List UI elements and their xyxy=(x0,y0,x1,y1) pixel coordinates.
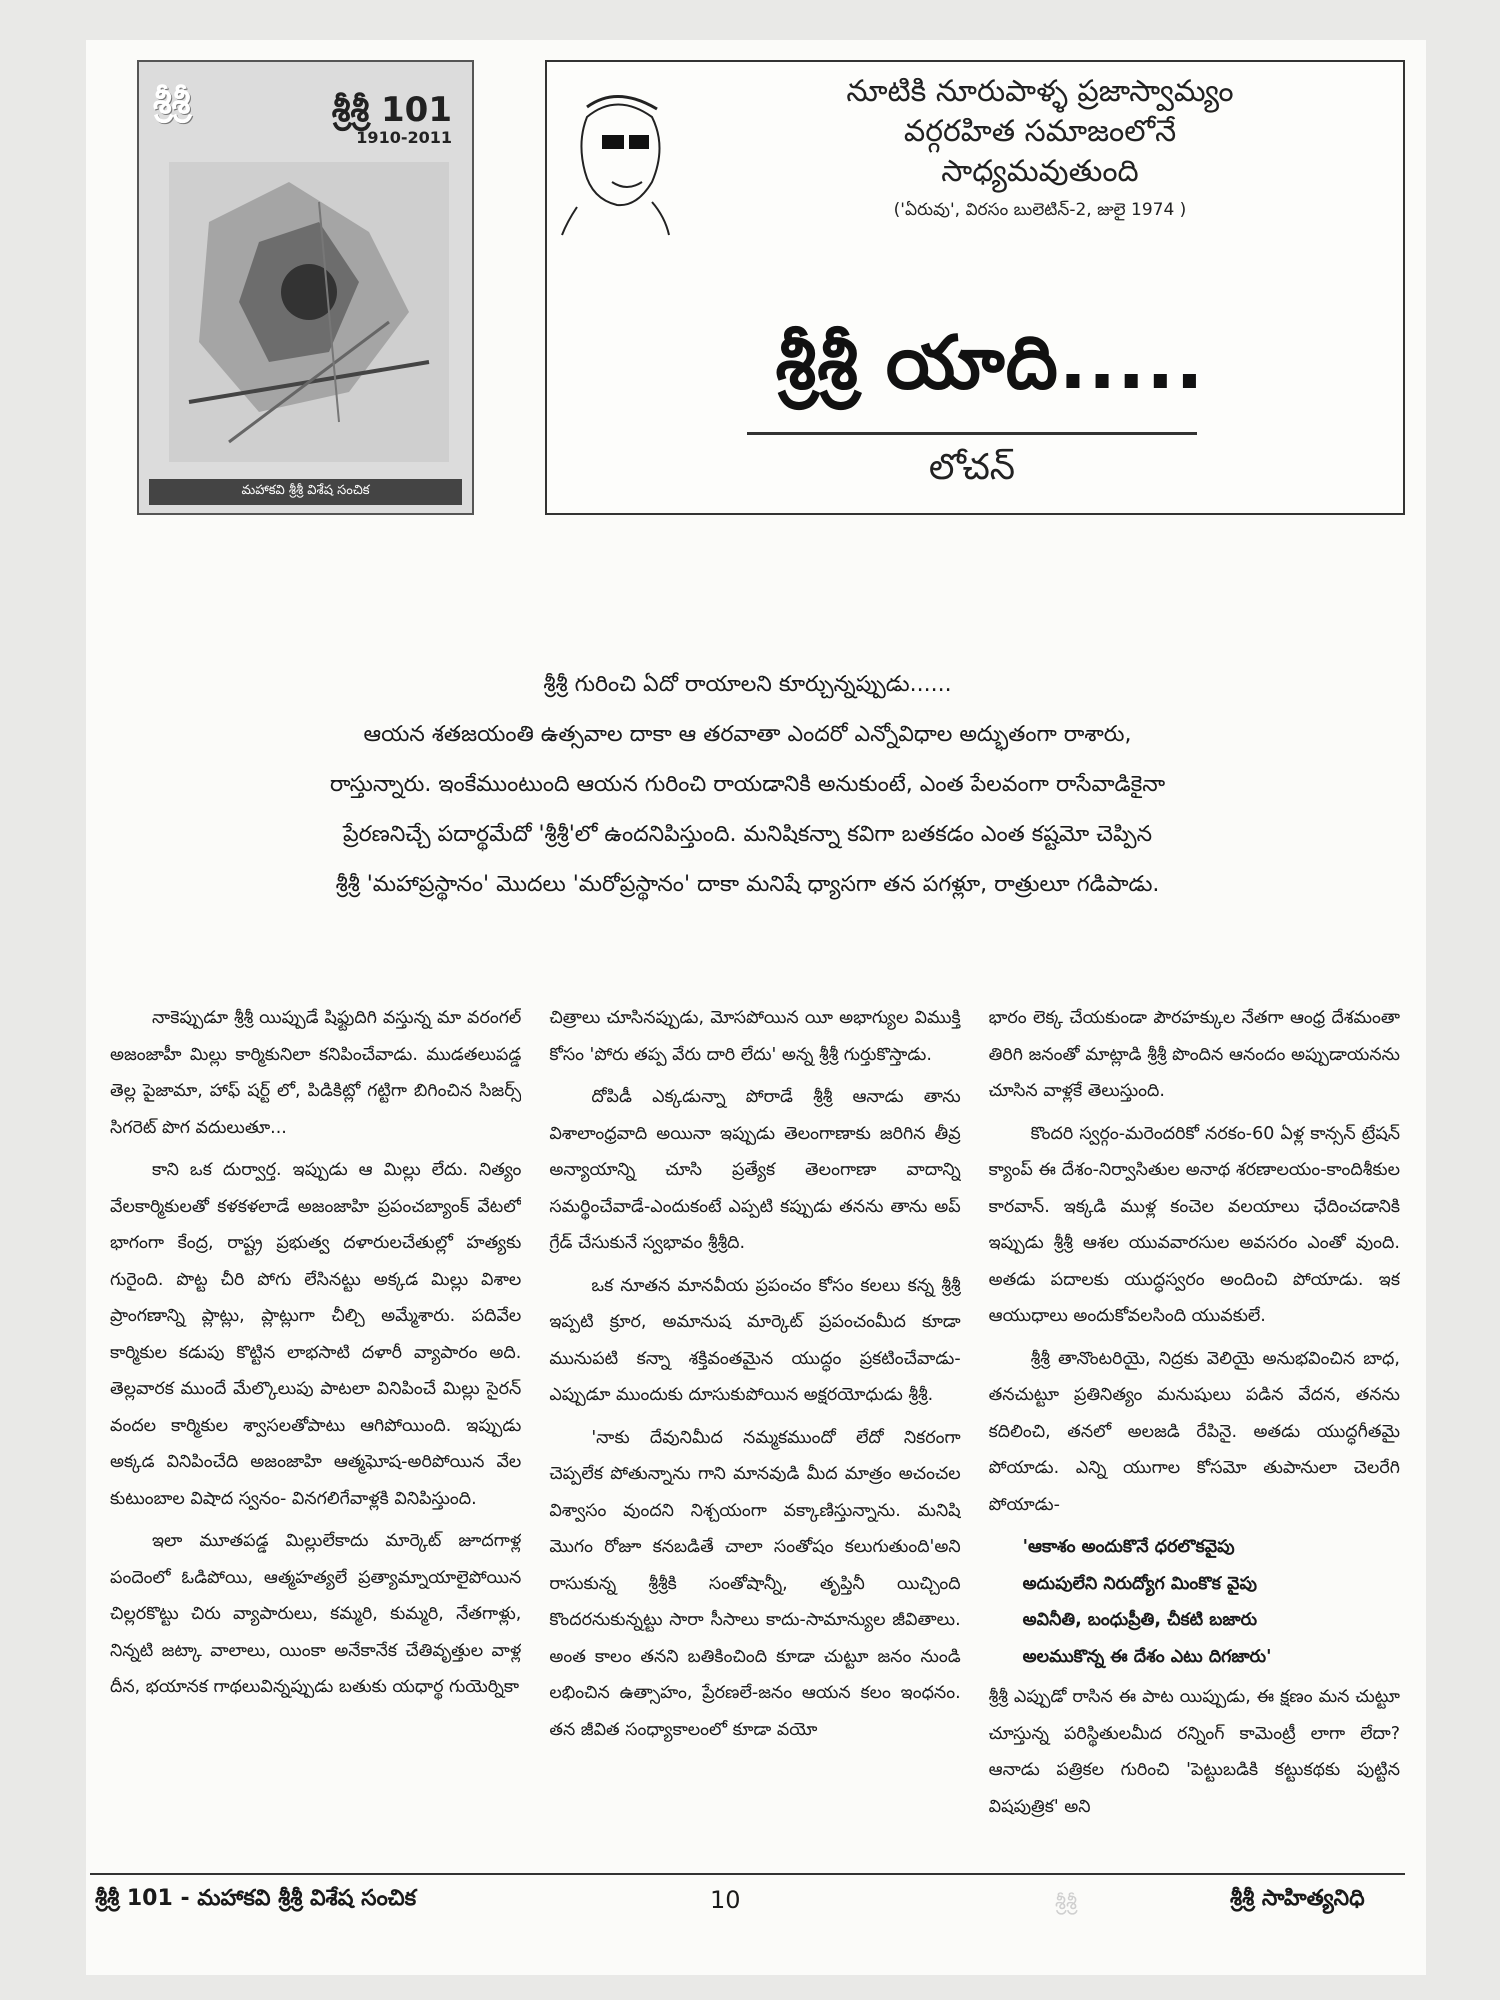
footer-divider xyxy=(90,1873,1405,1875)
cover-artwork xyxy=(169,162,449,462)
intro-line: శ్రీశ్రీ గురించి ఏదో రాయాలని కూర్చున్నప్పుడు...... xyxy=(543,672,952,697)
intro-line: ఆయన శతజయంతి ఉత్సవాల దాకా ఆ తరవాతా ఎందరో ఎన్నోవిధాల అద్భుతంగా రాశారు, xyxy=(363,722,1132,747)
poem-quote xyxy=(989,1529,1400,1675)
quote-source: ('ఏరువు', విరసం బులెటిన్-2, జులై 1974 ) xyxy=(893,200,1187,220)
intro-line: శ్రీశ్రీ 'మహాప్రస్థానం' మొదలు 'మరోప్రస్థానం' దాకా మనిషే ధ్యాసగా తన పగళ్లూ, రాత్రులూ గడిపాడు. xyxy=(335,872,1160,897)
quote xyxy=(687,72,1393,192)
intro-line: ప్రేరణనిచ్చే పదార్థమేదో 'శ్రీశ్రీ'లో ఉందనిపిస్తుంది. మనిషికన్నా కవిగా బతకడం ఎంత కష్టమో చెప్పిన xyxy=(342,822,1153,847)
footer-publication: శ్రీశ్రీ 101 - మహాకవి శ్రీశ్రీ విశేష సంచిక xyxy=(95,1886,417,1911)
paragraph: భారం లెక్క చేయకుండా పౌరహక్కుల నేతగా ఆంధ్ర దేశమంతా తిరిగి జనంతో మాట్లాడి శ్రీశ్రీ పొందిన ఆనందం అప్పుడాయనను చూసిన వాళ్లకే తెలుస్తుంది. xyxy=(988,1008,1400,1101)
poet-portrait-sketch xyxy=(557,87,677,237)
quote-line: వర్గరహిత సమాజంలోనే xyxy=(903,114,1177,149)
intro-line: రాస్తున్నారు. ఇంకేముంటుంది ఆయన గురించి రాయడానికి అనుకుంటే, ఎంత పేలవంగా రాసేవాడికైనా xyxy=(329,772,1166,797)
header-box xyxy=(545,60,1405,515)
paragraph: ఇలా మూతపడ్డ మిల్లులేకాదు మార్కెట్ జూదగాళ్ల పందెంలో ఓడిపోయి, ఆత్మహత్యలే ప్రత్యామ్నాయాలైపోయిన చిల్లరకొట్టు చిరు వ్యాపారులు, కమ్మరి, కుమ్మరి, నేతగాళ్లు, నిన్నటి జట్కా వాలాలు, యింకా అనేకానేక చేతివృత్తుల వాళ్ల దీన, భయానక గాథలువిన్నప్పుడు బతుకు యధార్థ గుయెర్నికా xyxy=(110,1531,522,1697)
column-1 xyxy=(110,1000,521,1835)
title-divider xyxy=(747,432,1197,435)
paragraph: చిత్రాలు చూసినప్పుడు, మోసపోయిన యీ అభాగ్యుల విముక్తి కోసం 'పోరు తప్ప వేరు దారి లేదు' అన్న శ్రీశ్రీ గుర్తుకొస్తాడు. xyxy=(549,1008,961,1065)
paragraph: శ్రీశ్రీ తానొంటరియై, నిద్రకు వెలియై అనుభవించిన బాధ, తనచుట్టూ ప్రతినిత్యం మనుషులు పడిన వేదన, తనను కదిలించి, తనలో అలజడి రేపినై. అతడు యుద్ధగీతమై పోయాడు. ఎన్ని యుగాల కోసమో తుపానులా చెలరేగి పోయాడు- xyxy=(988,1348,1400,1515)
cover-logo: శ్రీశ్రీ xyxy=(153,82,191,122)
footer-faint-text: శ్రీశ్రీ xyxy=(1055,1890,1077,1914)
column-2 xyxy=(549,1000,960,1835)
paragraph: శ్రీశ్రీ ఎప్పుడో రాసిన ఈ పాట యిప్పుడు, ఈ క్షణం మన చుట్టూ చూస్తున్న పరిస్థితులమీద రన్నింగ్ కామెంట్రీ లాగా లేదా? ఆనాడు పత్రికల గురించి 'పెట్టుబడికి కట్టుకథకు పుట్టిన విషపుత్రిక' అని xyxy=(988,1687,1400,1817)
author-name: లోచన్ xyxy=(928,447,1016,488)
paragraph: 'నాకు దేవునిమీద నమ్మకముందో లేదో నికరంగా చెప్పలేక పోతున్నాను గాని మానవుడి మీద మాత్రం అచంచల విశ్వాసం వుందని నిశ్చయంగా వక్కాణిస్తున్నాను. మనిషి మొగం రోజూ కనబడితే చాలా సంతోషం కలుగుతుంది'అని రాసుకున్న శ్రీశ్రీకి సంతోషాన్నీ, తృప్తినీ యిచ్చింది కొందరనుకున్నట్టు సారా సీసాలు కాదు-సామాన్యుల జీవితాలు. అంత కాలం తనని బతికించింది కూడా చుట్టూ జనం నుండి లభించిన ఉత్సాహం, ప్రేరణలే-జనం ఆయన కలం ఇంధనం. తన జీవిత సంధ్యాకాలంలో కూడా వయో xyxy=(549,1427,961,1740)
poem-line: అదుపులేని నిరుద్యోగ మింకొక వైపు xyxy=(1022,1573,1257,1594)
page-number: 10 xyxy=(710,1886,741,1914)
footer-publisher: శ్రీశ్రీ సాహిత్యనిధి xyxy=(1230,1886,1365,1911)
quote-line: నూటికి నూరుపాళ్ళ ప్రజాస్వామ్యం xyxy=(846,74,1234,109)
paragraph: కొందరి స్వర్గం-మరెందరికో నరకం-60 ఏళ్ల కాన్సన్ ట్రేషన్ క్యాంప్ ఈ దేశం-నిర్వాసితుల అనాథ శరణాలయం-కాందిశీకుల కారవాన్. ఇక్కడి ముళ్ల కంచెల వలయాలు ఛేదించడానికి ఇప్పుడు శ్రీశ్రీ ఆశల యువవారసుల అవసరం ఎంతో వుంది. అతడు పదాలకు యుద్ధస్వరం అందించి పోయాడు. ఇక ఆయుధాలు అందుకోవలసింది యువకులే. xyxy=(988,1123,1400,1326)
article-title: శ్రీశ్రీ యాది..... xyxy=(775,320,1205,406)
poem-line: అవినీతి, బంధుప్రీతి, చీకటి బజారు xyxy=(1022,1610,1258,1630)
cover-badge xyxy=(332,92,452,147)
paragraph: దోపిడీ ఎక్కడున్నా పోరాడే శ్రీశ్రీ ఆనాడు తాను విశాలాంధ్రవాది అయినా ఇప్పుడు తెలంగాణాకు జరిగిన తీవ్ర అన్యాయాన్ని చూసి ప్రత్యేక తెలంగాణా వాదాన్ని సమర్థించేవాడే-ఎందుకంటే ఎప్పటి కప్పుడు తనను తాను అప్ గ్రేడ్ చేసుకునే స్వభావం శ్రీశ్రీది. xyxy=(549,1087,961,1253)
cover-footer: మహాకవి శ్రీశ్రీ విశేష సంచిక xyxy=(149,479,462,505)
poem-line: 'ఆకాశం అందుకొనే ధరలొకవైపు xyxy=(1022,1537,1235,1557)
cover-thumbnail xyxy=(137,60,474,515)
paragraph: కాని ఒక దుర్వార్త. ఇప్పుడు ఆ మిల్లు లేదు. నిత్యం వేలకార్మికులతో కళకళలాడే అజంజాహి ప్రపంచబ్యాంక్ వేటలో భాగంగా కేంద్ర, రాష్ట్ర ప్రభుత్వ దళారులచేతుల్లో హత్యకు గురైంది. పొట్ట చీరి పోగు లేసినట్టు అక్కడ మిల్లు విశాల ప్రాంగణాన్ని ప్లాట్లు, ప్లాట్లుగా చీల్చి అమ్మేశారు. పదివేల కార్మికుల కడుపు కొట్టిన లాభసాటి దళారీ వ్యాపారం అది. తెల్లవారక ముందే మేల్కొలుపు పాటలా వినిపించే మిల్లు సైరన్ వందల కార్మికుల శ్వాసలతోపాటు ఆగిపోయింది. ఇప్పుడు అక్కడ వినిపించేది అజంజాహి ఆత్మఘోష-అరిపోయిన వేల కుటుంబాల విషాద స్వనం- వినగలిగేవాళ్లకి వినిపిస్తుంది. xyxy=(110,1160,522,1509)
intro-paragraph xyxy=(205,660,1290,910)
poem-line: అలముకొన్న ఈ దేశం ఎటు దిగజారు' xyxy=(1022,1646,1272,1667)
cover-badge-number: శ్రీశ్రీ 101 xyxy=(331,90,452,130)
paragraph: నాకెప్పుడూ శ్రీశ్రీ యిప్పుడే షిఫ్టుదిగి వస్తున్న మా వరంగల్ అజంజాహీ మిల్లు కార్మికునిలా కనిపించేవాడు. ముడతలుపడ్డ తెల్ల పైజామా, హాఫ్ షర్ట్ లో, పిడికిట్లో గట్టిగా బిగించిన సిజర్స్ సిగరెట్ పొగ వదులుతూ... xyxy=(110,1008,522,1138)
column-3 xyxy=(989,1000,1400,1835)
article-columns xyxy=(110,1000,1400,1835)
paragraph: ఒక నూతన మానవీయ ప్రపంచం కోసం కలలు కన్న శ్రీశ్రీ ఇప్పటి క్రూర, అమానుష మార్కెట్ ప్రపంచంమీద కూడా మునుపటి కన్నా శక్తివంతమైన యుద్ధం ప్రకటించేవాడు-ఎప్పుడూ ముందుకు దూసుకుపోయిన అక్షరయోధుడు శ్రీశ్రీ. xyxy=(549,1275,961,1405)
cover-badge-years: 1910-2011 xyxy=(356,128,452,148)
quote-line: సాధ్యమవుతుంది xyxy=(941,154,1139,189)
